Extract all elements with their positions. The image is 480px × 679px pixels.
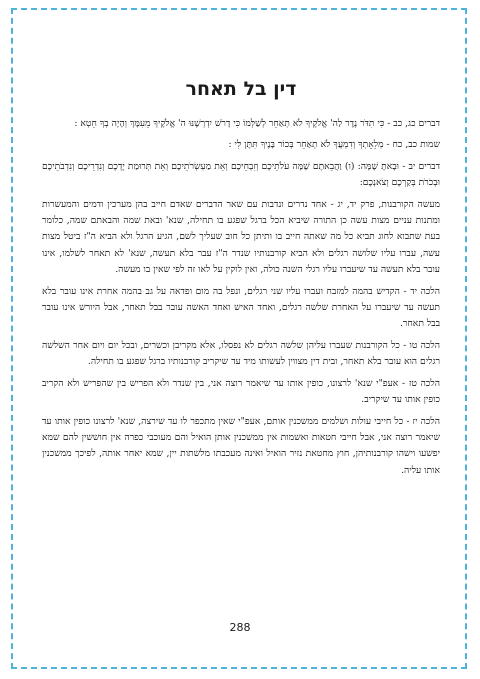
text-paragraph-deut-23: דברים כג, כב - כִּי תִדֹּר נֶדֶר לַה' אֱלֹקֶיךָ לֹא תְאַחֵר לְשַׁלְּמוֹ כִּי דָרֹשׁ יִדְרְשֶׁנּוּ ה' אֱלֹקֶיךָ מֵעִמָּךְ וְהָיָה בְךָ חֵטְא : xyxy=(74,118,440,129)
text-paragraph-halacha-17: הלכה יז - כל חייבי עולות ושלמים ממשכנין אותם, אעפ"י שאין מתכפר לו עד שירצה, שנא' לרצונו כופין אותו עד שיאמר רוצה אני, אבל חייבי חטאות ואשמות אין ממשכנין אותן הואיל והם מעוכבי כפרה אין חוששין להם שמא יפשעו וישהו קורבנותיהן, חוץ מחטאת נזיר הואיל ואינה מעכבתו מלשתות יין, שמא יאחר אותה, לפיכך ממשכנין אותו עליה. xyxy=(42,415,440,476)
text-paragraph-exodus-22: שמות כב, כח - מְלֵאָתְךָ וְדִמְעֲךָ לֹא תְאַחֵר בְּכוֹר בָּנֶיךָ תִּתֶּן לִּי : xyxy=(228,139,440,151)
text-paragraph-deut-12: דברים יב - וּבָאתָ שָׁמָּה: (ו) וַהֲבֵאתֶם שָׁמָּה עֹלֹתֵיכֶם וְזִבְחֵיכֶם וְאֵת מַעְשְׂרֹתֵיכֶם וְאֵת תְּרוּמַת יֶדְכֶם וְנִדְרֵיכֶם וְנִדְבֹתֵיכֶם וּבְכֹרֹת בְּקַרְכֶם וְצֹאנְכֶם: xyxy=(42,160,440,189)
page-number: 288 xyxy=(229,621,251,634)
text-paragraph-halacha-15: הלכה טו - כל הקורבנות שעברו עליהן שלשה רגלים לא נפסלו, אלא מקריבן וכשרים, ובכל יום ויום אחר השלשה רגלים הוא עובר בלא תאחר, ובית דין מצווין לעשותו מיד עד שיקריב קורבנותיו ברגל שפגע בו תחילה. xyxy=(42,339,440,368)
text-paragraph-halacha-16: הלכה טז - אעפ"י שנא' לרצונו, כופין אותו עד שיאמר רוצה אני, בין שנדר ולא הפריש בין שהפריש ולא הקריב כופין אותו עד שיקריב. xyxy=(42,377,440,406)
text-paragraph-halacha-14: הלכה יד - הקדיש בהמה למזבח ועברו עליו שני רגלים, ונפל בה מום ופדאה על גב בהמה אחרת אינו עובר בלא תעשה עד שיעברו על האחרת שלשה רגלים, ואחד האיש ואחד האשה עובר בבל תאחר, אבל היורש אינו עובר בבל תאחר. xyxy=(42,285,440,330)
page-title: דין בל תאחר xyxy=(185,78,297,100)
page-content xyxy=(42,78,440,484)
text-paragraph-halacha-13: מעשה הקורבנות, פרק יד, יג - אחד נדרים ונדבות עם שאר הדברים שאדם חייב בהן מערכין ודמים והמעשרות ומתנות עניים מצות עשה כן התורה שיביא הכל ברגל שפגע בו תחילה, שנא' ובאת שמה והבאתם שמה, כלומר בעת שתבוא לחוג תביא כל מה שאתה חייב בו ותיתן כל חוב שעליך לשם, הגיע הרגל ולא הביא ה"ז ביטל מצות עשה, עברו עליו שלושה רגלים ולא הביא קורבנותיו שנדר ה"ז עבר בלא תעשה, שנא' לא תאחר לשלמו, אינו עובר בלא תעשה עד שיעברו עליו רגלי השנה כולה, ואין לוקין על לאו זה לפי שאין בו מעשה. xyxy=(42,198,440,276)
